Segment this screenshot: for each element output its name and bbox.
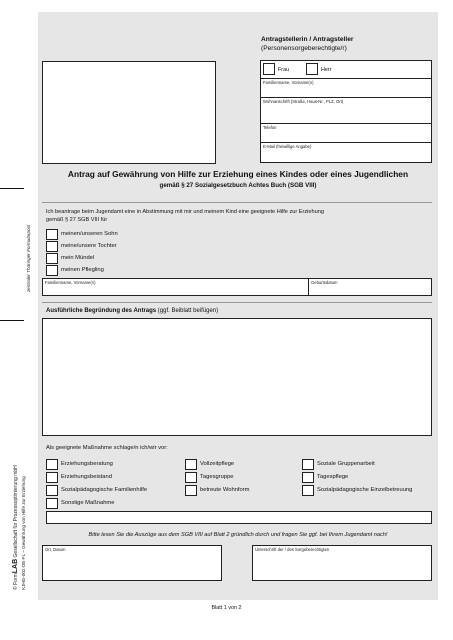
request-intro-line1: Ich beantrage beim Jugendamt eine in Abstimmung mit mir und meinem Kind eine geeignete Hilfe zur Erziehung: [46, 209, 324, 215]
applicant-phone-label: Telefon: [263, 125, 277, 130]
sgb-notice: Bitte lesen Sie die Auszüge aus dem SGB VIII auf Blatt 2 gründlich durch und fragen Sie ggf. bei Ihrem Jugendamt nach!: [88, 532, 388, 538]
measure-tagesgruppe-label: Tagesgruppe: [200, 474, 234, 480]
child-info-row: [42, 278, 432, 296]
reason-label: [46, 308, 218, 314]
applicant-block: [260, 60, 432, 163]
measure-other-label: Sonstige Maßnahme: [61, 500, 115, 506]
page-footer: Blatt 1 von 2: [211, 605, 242, 611]
measure-other-input[interactable]: [46, 511, 432, 524]
option-foster-label: meinen Pflegling: [61, 267, 104, 273]
form-sheet: [38, 12, 438, 600]
measure-other-checkbox[interactable]: [46, 498, 58, 509]
brand-prefix: © Form: [13, 573, 19, 590]
applicant-address-label: Wohnanschrift (Straße, Haus-Nr., PLZ, Ort): [263, 99, 344, 104]
measure-vollzeitpflege-label: Vollzeitpflege: [200, 461, 235, 467]
measure-wohnform-checkbox[interactable]: [185, 485, 197, 496]
address-window: [42, 61, 216, 164]
applicant-phone-field[interactable]: [261, 123, 431, 142]
reason-label-bold: Ausführliche Begründung des Antrags: [46, 308, 157, 314]
fold-mark-bottom: [0, 320, 24, 321]
reason-label-rest: (ggf. Beiblatt beifügen): [156, 308, 219, 314]
brand-suffix: Gesellschaft für Prozessoptimierung mbH: [13, 465, 19, 559]
measure-einzelbetreuung-checkbox[interactable]: [302, 485, 314, 496]
option-ward-checkbox[interactable]: [46, 253, 58, 264]
measure-tagespflege-label: Tagespflege: [317, 474, 349, 480]
option-son-label: meinen/unseren Sohn: [61, 231, 118, 237]
signature-field[interactable]: [252, 545, 432, 581]
brand-lab: LAB: [12, 558, 19, 574]
measures-intro: Als geeignete Maßnahme schlage/n ich/wir vor:: [46, 445, 168, 451]
place-date-label: Ort, Datum: [45, 547, 66, 552]
measure-vollzeitpflege-checkbox[interactable]: [185, 459, 197, 470]
measure-wohnform-label: betreute Wohnform: [200, 487, 250, 493]
measure-erziehungsbeistand-label: Erziehungsbeistand: [61, 474, 112, 480]
form-code: KJHG-002-DE-FL – Gewährung von Hilfe zur Erziehung: [21, 476, 26, 590]
option-foster-checkbox[interactable]: [46, 265, 58, 276]
measure-tagesgruppe-checkbox[interactable]: [185, 472, 197, 483]
measure-einzelbetreuung-label: Sozialpädagogische Einzelbetreuung: [317, 487, 413, 493]
publisher-pool-text: zentraler Thüringer Formularpool: [26, 224, 31, 292]
fold-mark-top: [0, 188, 24, 189]
measure-erziehungsberatung-checkbox[interactable]: [46, 459, 58, 470]
herr-label: Herr: [321, 67, 332, 73]
measure-familienhilfe-checkbox[interactable]: [46, 485, 58, 496]
measure-erziehungsbeistand-checkbox[interactable]: [46, 472, 58, 483]
place-date-field[interactable]: [42, 545, 222, 581]
signature-label: Unterschrift der / des Sorgeberechtigten: [255, 547, 330, 552]
herr-checkbox[interactable]: [306, 63, 318, 75]
child-birthdate-label: Geburtsdatum: [311, 280, 338, 285]
applicant-subheading: (Personensorgeberechtigte/r): [261, 45, 347, 52]
measure-familienhilfe-label: Sozialpädagogische Familienhilfe: [61, 487, 148, 493]
child-name-field[interactable]: [43, 279, 309, 295]
applicant-email-field[interactable]: [261, 142, 431, 163]
applicant-email-label: E-Mail (freiwillige Angabe): [263, 144, 312, 149]
request-intro-line2: gemäß § 27 SGB VIII für: [46, 217, 108, 223]
applicant-name-field[interactable]: [261, 78, 431, 97]
reason-textarea[interactable]: [42, 318, 432, 436]
form-subtitle: gemäß § 27 Sozialgesetzbuch Achtes Buch (SGB VIII): [159, 182, 317, 189]
child-name-label: Familienname, Vorname(n): [45, 280, 96, 285]
applicant-address-field[interactable]: [261, 97, 431, 123]
divider-top: [42, 202, 432, 203]
option-son-checkbox[interactable]: [46, 229, 58, 240]
frau-label: Frau: [278, 67, 290, 73]
applicant-name-label: Familienname, Vorname(n): [263, 80, 314, 85]
measure-erziehungsberatung-label: Erziehungsberatung: [61, 461, 113, 467]
measure-tagespflege-checkbox[interactable]: [302, 472, 314, 483]
applicant-heading: Antragstellerin / Antragsteller: [261, 36, 354, 43]
option-daughter-label: meine/unsere Tochter: [61, 243, 117, 249]
frau-checkbox[interactable]: [263, 63, 275, 75]
option-daughter-checkbox[interactable]: [46, 241, 58, 252]
measure-gruppenarbeit-label: Soziale Gruppenarbeit: [317, 461, 375, 467]
form-title: Antrag auf Gewährung von Hilfe zur Erziehung eines Kindes oder eines Jugendlichen: [67, 169, 409, 179]
child-birthdate-field[interactable]: [309, 279, 431, 295]
divider-mid: [42, 302, 432, 303]
publisher-brand: [12, 465, 19, 590]
option-ward-label: mein Mündel: [61, 255, 95, 261]
measure-gruppenarbeit-checkbox[interactable]: [302, 459, 314, 470]
